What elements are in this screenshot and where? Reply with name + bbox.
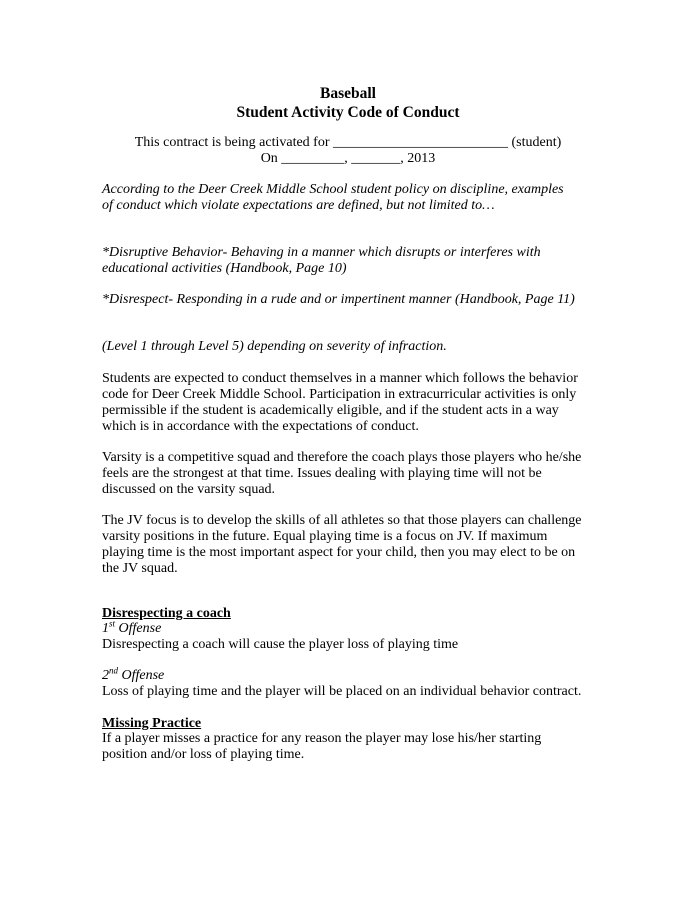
offense-1-text: Disrespecting a coach will cause the player loss of playing time — [102, 637, 459, 652]
title-line-1: Baseball — [320, 85, 376, 102]
offense-2-text: Loss of playing time and the player will be placed on an individual behavior contract. — [102, 684, 582, 699]
offense-1-num: 1 — [102, 621, 109, 636]
missing-practice-text: If a player misses a practice for any reason the player may lose his/her starting position and/or loss of playing time. — [102, 731, 542, 762]
offense-1-label — [102, 618, 602, 637]
example-disrespect: *Disrespect- Responding in a rude and or impertinent manner (Handbook, Page 11) — [102, 292, 575, 307]
offense-2-num: 2 — [102, 668, 109, 683]
contract-line-2: On _________, _______, 2013 — [260, 151, 436, 166]
offense-2-sup: nd — [109, 665, 118, 676]
levels-note: (Level 1 through Level 5) depending on severity of infraction. — [102, 339, 447, 354]
offense-1-word: Offense — [115, 621, 162, 636]
paragraph-behavior-code: Students are expected to conduct themselves in a manner which follows the behavior code for Deer Creek Middle School. Participation in extracurricular activities is only permissible if the student is academically eligible, and if the student acts in a way which is in accordance with the expectations of conduct. — [102, 371, 578, 434]
paragraph-jv: The JV focus is to develop the skills of all athletes so that those players can challenge varsity positions in the future. Equal playing time is a focus on JV. If maximum playing time is the most important aspect for your child, then you may elect to be on the JV squad. — [102, 513, 582, 576]
offense-1-sup: st — [109, 618, 116, 629]
heading-missing-practice: Missing Practice — [102, 716, 202, 731]
doc-title — [102, 84, 594, 122]
intro-paragraph: According to the Deer Creek Middle School student policy on discipline, examples of conduct which violate expectations are defined, but not limited to… — [102, 182, 564, 213]
offense-2-label — [102, 665, 602, 684]
paragraph-varsity: Varsity is a competitive squad and therefore the coach plays those players who he/she feels are the strongest at that time. Issues dealing with playing time will not be discussed on the varsity squad. — [102, 450, 582, 497]
example-disruptive: *Disruptive Behavior- Behaving in a manner which disrupts or interferes with educational activities (Handbook, Page 10) — [102, 245, 541, 276]
contract-activation — [102, 135, 594, 167]
offense-2-word: Offense — [118, 668, 165, 683]
contract-line-1: This contract is being activated for _________________________ (student) — [134, 135, 562, 150]
heading-disrespecting-coach: Disrespecting a coach — [102, 606, 231, 621]
title-line-2: Student Activity Code of Conduct — [236, 104, 460, 121]
